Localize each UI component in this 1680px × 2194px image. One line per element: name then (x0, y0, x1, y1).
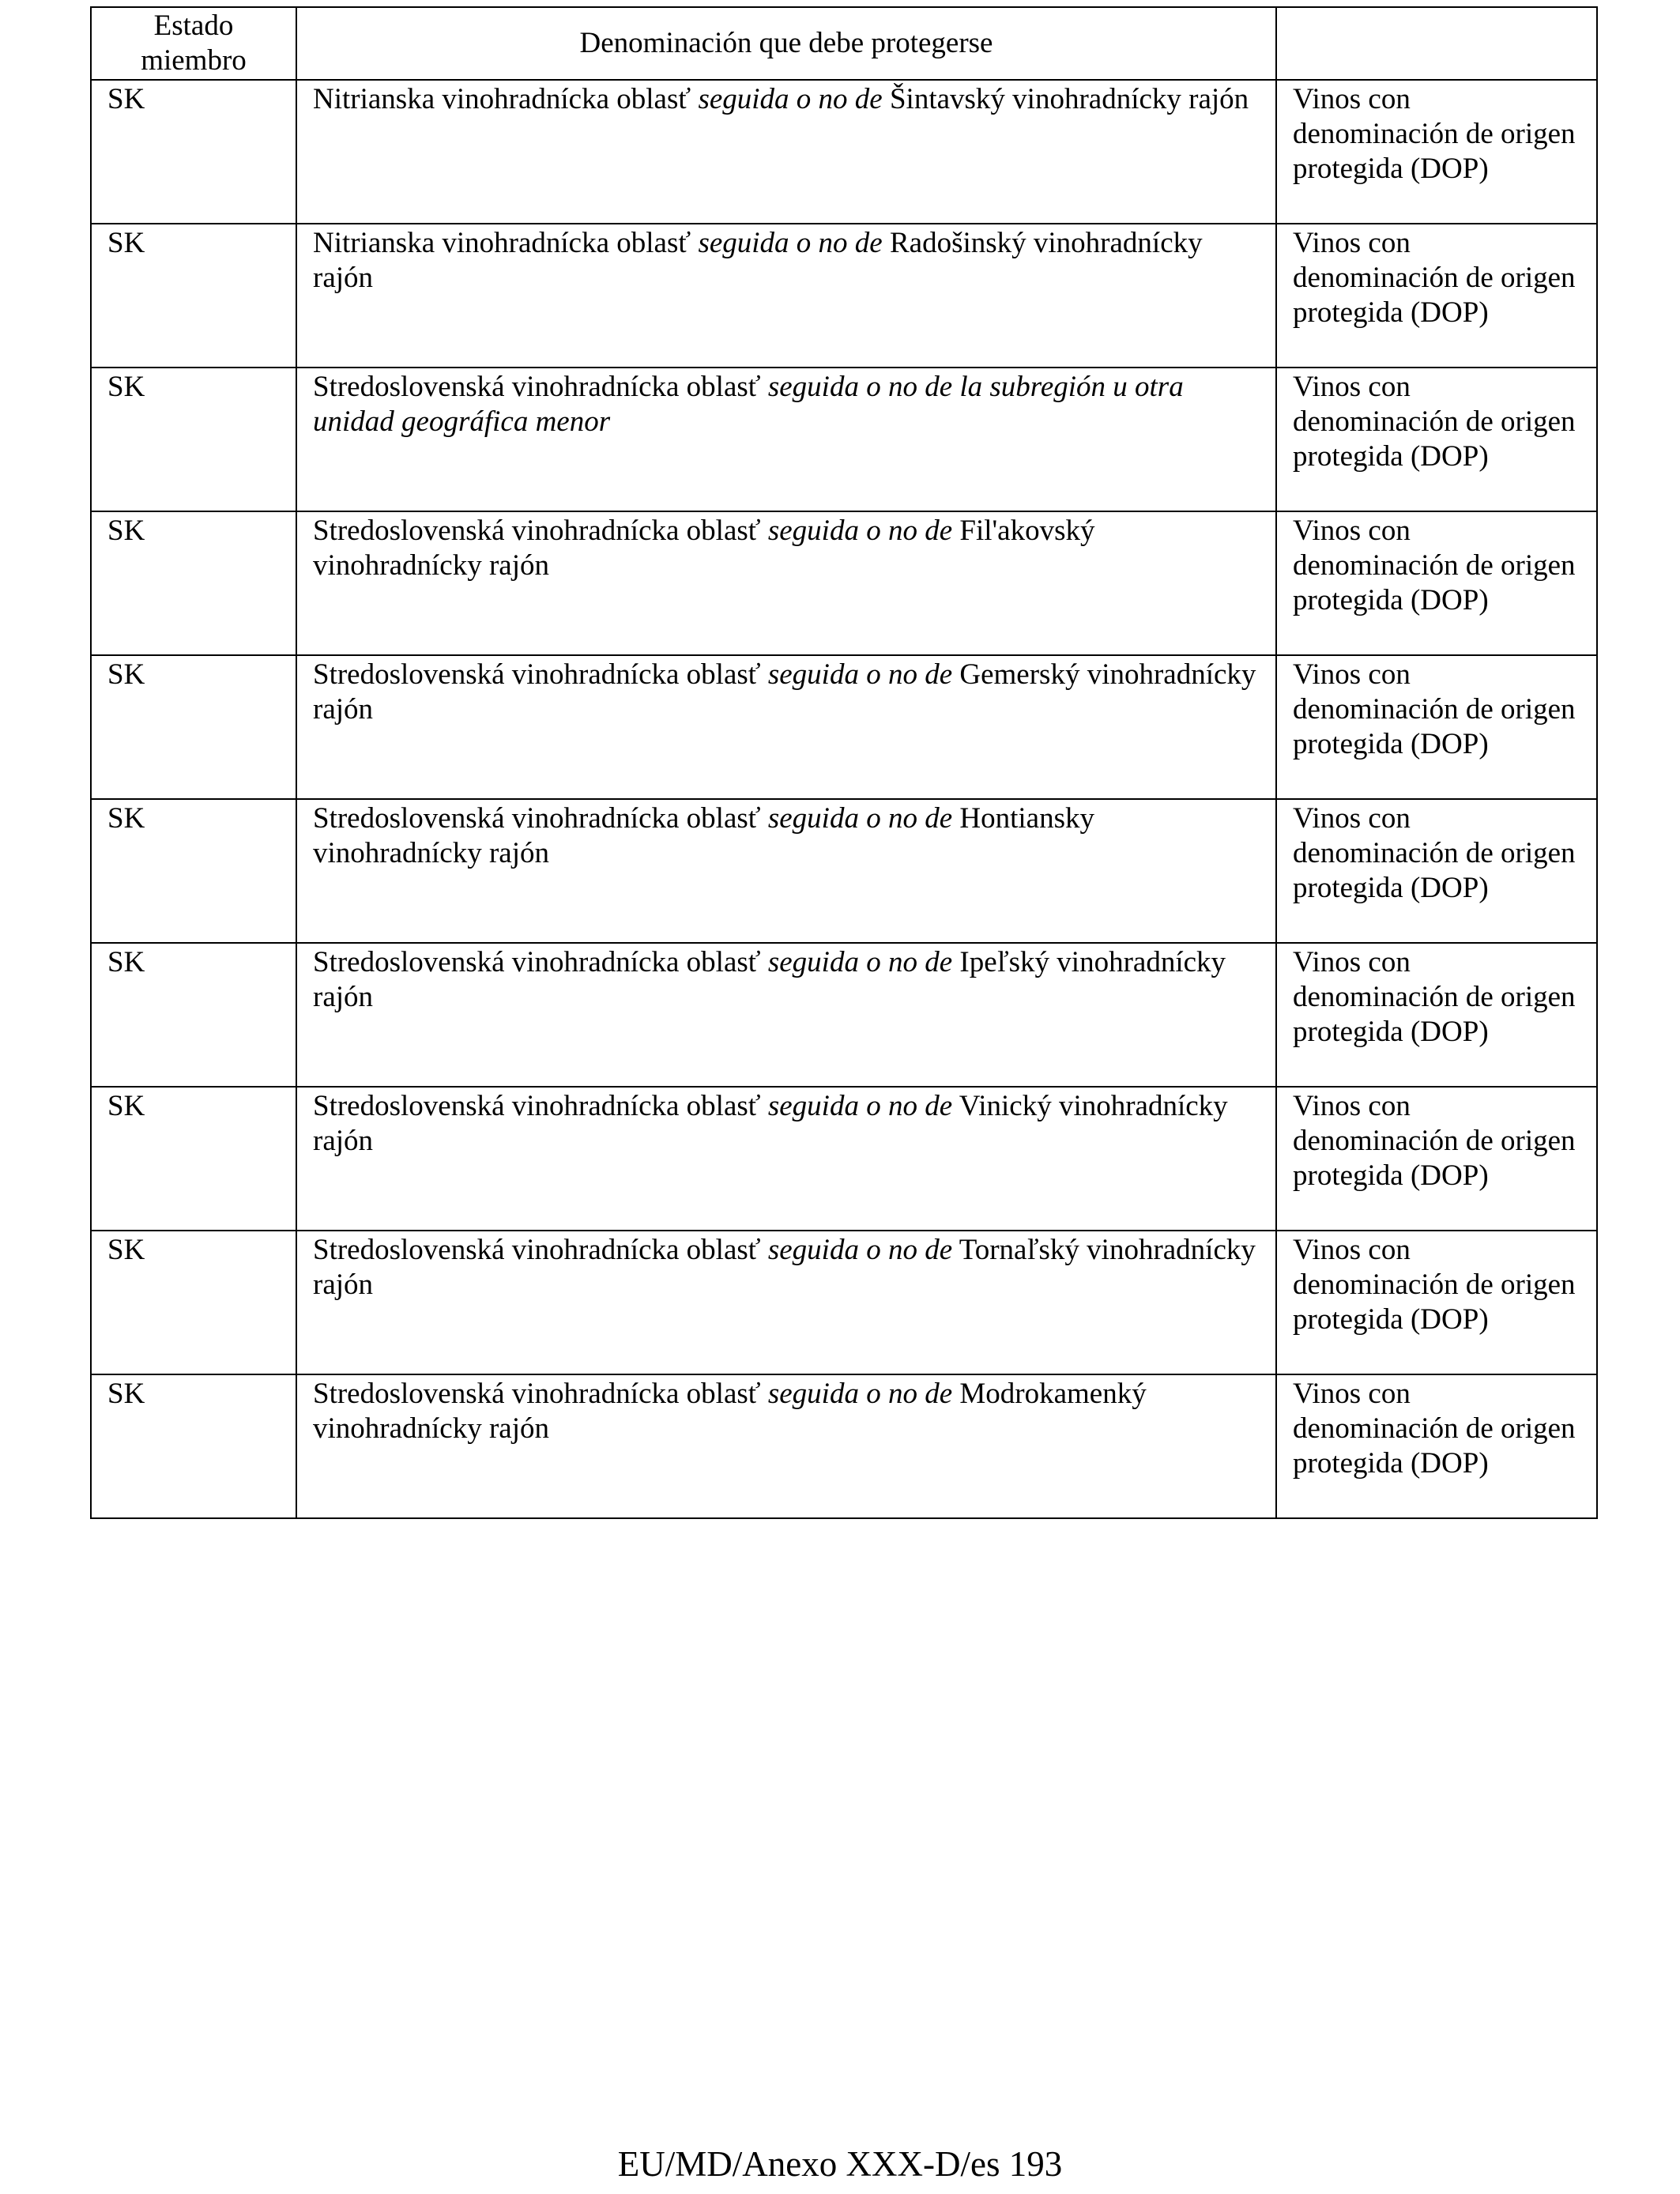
region-name: Stredoslovenská vinohradnícka oblasť (313, 515, 761, 547)
denomination-cell (296, 80, 1276, 224)
header-denomination: Denominación que debe protegerse (296, 7, 1276, 80)
denomination-cell (296, 655, 1276, 799)
member-state-cell: SK (91, 1374, 296, 1518)
qualifier-text: seguida o no de la subregión u otra unidad geográfica menor (313, 371, 1184, 438)
subregion-name: Fil'akovský vinohradnícky rajón (313, 515, 1095, 582)
category-cell: Vinos con denominación de origen protegida (DOP) (1276, 655, 1597, 799)
member-state-cell: SK (91, 1231, 296, 1374)
subregion-name: Šintavský vinohradnícky rajón (889, 83, 1249, 115)
qualifier-text: seguida o no de (767, 515, 953, 547)
denomination-cell (296, 368, 1276, 511)
member-state-cell: SK (91, 368, 296, 511)
member-state-cell: SK (91, 1087, 296, 1231)
page-footer: EU/MD/Anexo XXX-D/es 193 (617, 2144, 1063, 2184)
table-row (91, 655, 1597, 799)
qualifier-text: seguida o no de (767, 1234, 953, 1266)
table-row (91, 1374, 1597, 1518)
table-row (91, 224, 1597, 368)
qualifier-text: seguida o no de (767, 1378, 953, 1410)
qualifier-text: seguida o no de (767, 802, 953, 835)
header-member-state: Estado miembro (91, 7, 296, 80)
denomination-cell (296, 799, 1276, 943)
header-category (1276, 7, 1597, 80)
category-cell: Vinos con denominación de origen protegida (DOP) (1276, 511, 1597, 655)
member-state-cell: SK (91, 655, 296, 799)
subregion-name: Radošinský vinohradnícky rajón (313, 227, 1203, 294)
denominations-table (90, 6, 1598, 1519)
subregion-name: Tornaľský vinohradnícky rajón (313, 1234, 1256, 1301)
region-name: Stredoslovenská vinohradnícka oblasť (313, 1378, 761, 1410)
table-row (91, 943, 1597, 1087)
subregion-name: Hontiansky vinohradnícky rajón (313, 802, 1094, 869)
subregion-name: Modrokamenký vinohradnícky rajón (313, 1378, 1147, 1445)
region-name: Stredoslovenská vinohradnícka oblasť (313, 1090, 761, 1122)
category-cell: Vinos con denominación de origen protegida (DOP) (1276, 1374, 1597, 1518)
category-cell: Vinos con denominación de origen protegida (DOP) (1276, 1087, 1597, 1231)
region-name: Stredoslovenská vinohradnícka oblasť (313, 946, 761, 978)
qualifier-text: seguida o no de (767, 946, 953, 978)
member-state-cell: SK (91, 224, 296, 368)
table-row (91, 511, 1597, 655)
subregion-name: Vinický vinohradnícky rajón (313, 1090, 1228, 1157)
region-name: Stredoslovenská vinohradnícka oblasť (313, 658, 761, 691)
member-state-cell: SK (91, 799, 296, 943)
qualifier-text: seguida o no de (767, 658, 953, 691)
region-name: Stredoslovenská vinohradnícka oblasť (313, 371, 761, 403)
member-state-cell: SK (91, 511, 296, 655)
member-state-cell: SK (91, 943, 296, 1087)
region-name: Stredoslovenská vinohradnícka oblasť (313, 1234, 761, 1266)
qualifier-text: seguida o no de (767, 1090, 953, 1122)
qualifier-text: seguida o no de (698, 83, 883, 115)
category-cell: Vinos con denominación de origen protegida (DOP) (1276, 1231, 1597, 1374)
category-cell: Vinos con denominación de origen protegida (DOP) (1276, 799, 1597, 943)
category-cell: Vinos con denominación de origen protegida (DOP) (1276, 943, 1597, 1087)
table-body (91, 80, 1597, 1518)
denomination-cell (296, 1087, 1276, 1231)
denomination-cell (296, 224, 1276, 368)
region-name: Nitrianska vinohradnícka oblasť (313, 227, 691, 259)
denomination-cell (296, 1231, 1276, 1374)
table-row (91, 1231, 1597, 1374)
table-row (91, 80, 1597, 224)
category-cell: Vinos con denominación de origen protegida (DOP) (1276, 368, 1597, 511)
table-row (91, 799, 1597, 943)
category-cell: Vinos con denominación de origen protegida (DOP) (1276, 224, 1597, 368)
region-name: Stredoslovenská vinohradnícka oblasť (313, 802, 761, 835)
denomination-cell (296, 511, 1276, 655)
category-cell: Vinos con denominación de origen protegida (DOP) (1276, 80, 1597, 224)
table-row (91, 368, 1597, 511)
table-header-row (91, 7, 1597, 80)
table-row (91, 1087, 1597, 1231)
subregion-name: Ipeľský vinohradnícky rajón (313, 946, 1226, 1013)
region-name: Nitrianska vinohradnícka oblasť (313, 83, 691, 115)
denomination-cell (296, 943, 1276, 1087)
qualifier-text: seguida o no de (698, 227, 883, 259)
subregion-name: Gemerský vinohradnícky rajón (313, 658, 1256, 726)
member-state-cell: SK (91, 80, 296, 224)
denomination-cell (296, 1374, 1276, 1518)
